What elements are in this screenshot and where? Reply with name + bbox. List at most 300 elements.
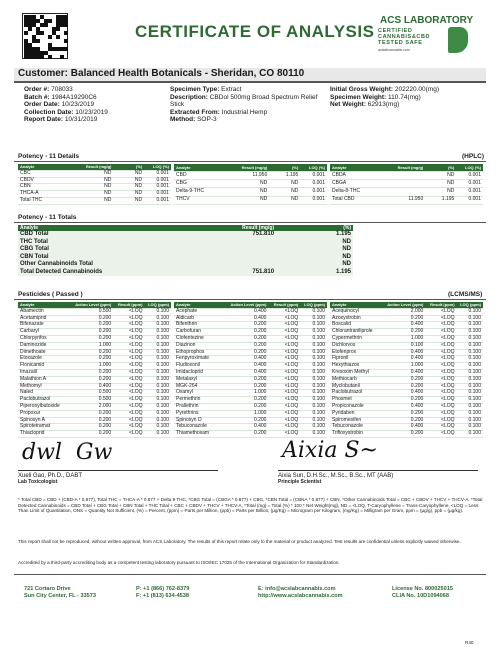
cell-value: <LOQ (425, 424, 456, 431)
cell-value: 0.001 (300, 196, 327, 204)
cell-value: 0.100 (145, 431, 172, 438)
analyte-name: Acephate (174, 308, 228, 315)
cell-value: <LOQ (113, 322, 144, 329)
cell-value: 0.200 (385, 376, 425, 383)
table-row (18, 177, 171, 184)
meta-value: 10/31/2019 (63, 116, 98, 124)
cell-value: <LOQ (425, 356, 456, 363)
column-header: Result (mg/g) (242, 225, 275, 231)
potency-totals-table (18, 225, 353, 276)
cell-value: 0.100 (300, 349, 327, 356)
cell-value: <LOQ (268, 315, 300, 322)
cell-value: ND (425, 172, 456, 180)
cell-value: 0.200 (73, 322, 113, 329)
potency-details-title: Potency - 11 Details (18, 153, 80, 160)
logo-cannabis-cbd: CANNABIS&CBD (378, 34, 431, 40)
column-header: Analyte (174, 164, 233, 172)
cell-value: <LOQ (268, 424, 300, 431)
cell-value: 0.200 (228, 349, 268, 356)
qr-module (64, 31, 68, 35)
pesticides-tables (18, 302, 484, 438)
cell-value: <LOQ (425, 363, 456, 370)
analyte-name: Dimethoate (18, 349, 73, 356)
pesticides-table (18, 302, 171, 438)
analyte-name: Paclobutrazol (330, 390, 385, 397)
cell-value: <LOQ (113, 390, 144, 397)
divider (14, 161, 486, 162)
cell-value: 0.200 (385, 315, 425, 322)
cell-value: 0.200 (73, 376, 113, 383)
qr-code (22, 13, 68, 59)
table-row (330, 431, 483, 438)
cell-value: 0.400 (385, 322, 425, 329)
analyte-name: Imidacloprid (174, 369, 228, 376)
signer-right-name: Aixia Sun, D.H.Sc., M.Sc., B.Sc., MT (AAB) (278, 473, 394, 479)
cell-value: 0.100 (300, 315, 327, 322)
signer-right (278, 473, 393, 485)
address-line-1: 721 Cortaro Drive (24, 586, 71, 592)
cell-value: 0.200 (385, 397, 425, 404)
cell-value: 0.200 (228, 431, 268, 438)
meta-field (24, 109, 154, 117)
cell-value: 0.200 (228, 383, 268, 390)
table-row (330, 188, 483, 196)
cell-value: ND (113, 197, 144, 204)
cell-value: 0.400 (228, 363, 268, 370)
analyte-name: Spirotetramat (18, 424, 73, 431)
meta-value: 708033 (49, 86, 73, 93)
table-row (18, 184, 171, 191)
pesticides-title: Pesticides ( Passed ) (18, 291, 83, 298)
total-name: CBG Total (20, 246, 49, 252)
cell-value: 0.100 (145, 322, 172, 329)
cell-value: 0.100 (457, 356, 483, 363)
meta-label: Specimen Type: (170, 86, 220, 93)
qr-module (48, 19, 52, 23)
table-row (18, 261, 353, 269)
meta-field (170, 86, 320, 94)
analyte-name: Etoxazole (18, 356, 73, 363)
meta-value: 62913(mg) (366, 101, 400, 109)
analyte-name: Propiconazole (330, 403, 385, 410)
cell-value: 0.400 (385, 369, 425, 376)
analyte-name: Chlorantraniliprole (330, 329, 385, 336)
cell-value: 0.200 (228, 329, 268, 336)
column-header: Analyte (330, 164, 389, 172)
total-value: 1.195 (335, 268, 351, 275)
qr-module (64, 47, 68, 51)
signer-left-role: Lab Toxicologist (18, 479, 58, 485)
cell-value: 1.000 (385, 335, 425, 342)
cell-value: 0.001 (456, 188, 483, 196)
cell-value: 0.100 (457, 417, 483, 424)
table-row (18, 197, 171, 204)
cell-value: <LOQ (268, 390, 300, 397)
cell-value: ND (113, 191, 144, 198)
cell-value: 0.200 (73, 349, 113, 356)
analyte-name: Azoxystrobin (330, 315, 385, 322)
qr-module (36, 39, 40, 43)
qr-module (28, 27, 32, 31)
cell-value: 0.001 (144, 197, 171, 204)
total-name: Total Detected Cannabinoids (20, 268, 103, 275)
cell-value (389, 172, 426, 180)
cell-value: 0.200 (385, 383, 425, 390)
meta-label: Method: (170, 116, 196, 124)
column-header: LOQ (%) (144, 164, 171, 170)
meta-field (24, 116, 154, 124)
cell-value: 1.195 (269, 172, 300, 180)
cell-value: 0.200 (385, 417, 425, 424)
meta-value: 10/23/2019 (59, 101, 95, 109)
analyte-name: Kresoxim Methyl (330, 369, 385, 376)
column-header: Result (mg/g) (77, 164, 114, 170)
analyte-name: Methiocarb (330, 376, 385, 383)
cell-value: 0.100 (300, 403, 327, 410)
cell-value: ND (233, 180, 270, 188)
analyte-name: Flonicamid (18, 363, 73, 370)
analyte-name: Imazalil (18, 369, 73, 376)
table-row (174, 383, 327, 390)
column-header: LOQ (ppm) (457, 302, 483, 308)
cell-value: <LOQ (425, 383, 456, 390)
analyte-name: Oxamyl (174, 390, 228, 397)
disclaimer: This report shall not be reproduced, without written approval, from ACS Laboratory. The results of this report relate only to the material or product analyzed. Test results are confidential unless explicitly waived otherwise. (18, 539, 461, 544)
column-header: (%) (113, 164, 144, 170)
cell-value: 0.500 (73, 308, 113, 315)
meta-col-2 (170, 86, 320, 124)
analyte-name: Abamectin (18, 308, 73, 315)
accreditation: Accredited by a third-party accrediting body as a competent testing laboratory pursuant to ISO/IEC 17025 of the International Organization for Standardization. (18, 560, 340, 565)
analyte-name: Spiromesifen (330, 417, 385, 424)
analyte-name: Ethoprophos (174, 349, 228, 356)
cell-value: 0.500 (73, 397, 113, 404)
analyte-name: Methomyl (18, 383, 73, 390)
meta-value: CBDol 500mg Broad Spectrum Relief Stick (170, 93, 318, 109)
cell-value: 0.100 (300, 329, 327, 336)
footer-phones (136, 586, 189, 600)
cell-value: 0.001 (456, 172, 483, 180)
cell-value: 1.000 (385, 363, 425, 370)
cell-value: <LOQ (113, 363, 144, 370)
pesticides-table (330, 302, 483, 438)
meta-col-1 (24, 86, 154, 124)
cell-value: 0.200 (73, 424, 113, 431)
analyte-name: Tebuconazole (330, 424, 385, 431)
analyte-name: Boscalid (330, 322, 385, 329)
analyte-name: Daminozide (18, 342, 73, 349)
analyte-name: Permethrin (174, 397, 228, 404)
cell-value: <LOQ (425, 431, 456, 438)
analyte-name: Propoxur (18, 410, 73, 417)
column-header: LOQ (ppm) (145, 302, 172, 308)
cell-value: 0.400 (385, 349, 425, 356)
cell-value: 0.100 (145, 315, 172, 322)
potency-totals-title: Potency - 11 Totals (18, 214, 77, 221)
analyte-name: CBGA (330, 180, 389, 188)
lab-logo (378, 15, 488, 65)
meta-field (330, 86, 490, 94)
cell-value: <LOQ (425, 397, 456, 404)
cell-value: 0.100 (457, 390, 483, 397)
analyte-name: Pyridaben (330, 410, 385, 417)
table-row (174, 180, 327, 188)
cell-value: <LOQ (268, 431, 300, 438)
cell-value: 0.200 (228, 376, 268, 383)
cell-value: 0.200 (385, 410, 425, 417)
lab-logo-name: ACS LABORATORY (380, 15, 474, 26)
document-title: CERTIFICATE OF ANALYSIS (135, 22, 375, 41)
cell-value: 0.200 (73, 431, 113, 438)
total-name: CBD Total (20, 231, 49, 237)
analyte-name: Delta-9-THC (174, 188, 233, 196)
signer-left (18, 473, 82, 485)
analyte-name: Dichlorvos (330, 342, 385, 349)
table-row (174, 172, 327, 180)
analyte-name: Phosmet (330, 397, 385, 404)
table-row (330, 180, 483, 188)
qr-module (56, 27, 60, 31)
column-header: LOQ (ppm) (300, 302, 327, 308)
cell-value: 0.100 (145, 417, 172, 424)
cell-value: 0.100 (300, 383, 327, 390)
cell-value: 0.200 (73, 335, 113, 342)
column-header: Action Level (ppm) (230, 302, 267, 307)
analyte-name: Piperonylbutoxide (18, 403, 73, 410)
analyte-name: CBG (174, 180, 233, 188)
cell-value: ND (269, 196, 300, 204)
cell-value: <LOQ (425, 349, 456, 356)
cell-value: 0.200 (73, 410, 113, 417)
cell-value: 0.100 (457, 342, 483, 349)
cell-value: ND (77, 191, 114, 198)
column-header: Analyte (174, 302, 228, 308)
meta-value: SOP-3 (195, 116, 217, 124)
column-header: (%) (343, 225, 351, 231)
cell-value: 0.100 (300, 376, 327, 383)
cell-value: <LOQ (268, 383, 300, 390)
cell-value: 0.400 (385, 390, 425, 397)
table-row (330, 196, 483, 204)
analyte-name: CBDA (330, 172, 389, 180)
cell-value: 0.400 (228, 424, 268, 431)
qr-module (48, 35, 52, 39)
cell-value: 0.100 (457, 363, 483, 370)
cell-value: 0.100 (300, 390, 327, 397)
cell-value: <LOQ (113, 403, 144, 410)
revision: R40 (465, 640, 474, 645)
meta-value: 110.74(mg) (386, 93, 421, 101)
table-header-row (330, 164, 483, 172)
cell-value: ND (425, 188, 456, 196)
cell-value: 0.200 (228, 417, 268, 424)
table-header-row (174, 164, 327, 172)
cell-value: <LOQ (268, 308, 300, 315)
column-header: (%) (425, 164, 456, 172)
meta-field (170, 116, 320, 124)
cell-value: 0.001 (144, 184, 171, 191)
cell-value: <LOQ (113, 424, 144, 431)
cell-value: 0.100 (300, 397, 327, 404)
meta-field (170, 109, 320, 117)
table-row (330, 390, 483, 397)
total-value: 751.810 (252, 231, 275, 237)
cell-value (389, 188, 426, 196)
table-row (174, 188, 327, 196)
table-row (174, 431, 327, 438)
column-header: Analyte (18, 164, 77, 170)
cell-value: 0.400 (385, 356, 425, 363)
analyte-name: Cypermethrin (330, 335, 385, 342)
column-header: (%) (269, 164, 300, 172)
qr-module (56, 35, 60, 39)
total-value: 751.810 (252, 268, 275, 275)
analyte-name: Delta-8-THC (330, 188, 389, 196)
cell-value: 0.100 (300, 417, 327, 424)
meta-field (170, 94, 320, 109)
analyte-name: Thiamethoxam (174, 431, 228, 438)
total-name: CBN Total (20, 253, 49, 260)
cell-value: <LOQ (113, 417, 144, 424)
cell-value: 0.100 (300, 322, 327, 329)
qr-module (64, 39, 68, 43)
meta-value: Extract (219, 86, 242, 93)
column-header: Result (mg/g) (233, 164, 270, 172)
meta-value: Industrial Hemp (219, 108, 268, 116)
analyte-name: Thiacloprid (18, 431, 73, 438)
cell-value: 0.400 (228, 356, 268, 363)
table-row (330, 315, 483, 322)
cell-value: <LOQ (268, 322, 300, 329)
table-row (18, 383, 171, 390)
column-header: LOQ (%) (456, 164, 483, 172)
cell-value: 0.100 (300, 356, 327, 363)
qr-module (64, 23, 68, 27)
analyte-name: Clofentezine (174, 335, 228, 342)
analyte-name: Myclobutanil (330, 383, 385, 390)
column-header: Result (ppm) (425, 302, 456, 308)
column-header: Analyte (330, 302, 385, 308)
cell-value: 0.200 (73, 369, 113, 376)
analyte-name: Aldicarb (174, 315, 228, 322)
table-row (18, 254, 353, 262)
potency-details-table (174, 164, 327, 205)
total-value (199, 254, 276, 262)
cell-value: 0.100 (385, 342, 425, 349)
analyte-name: Acetamiprid (18, 315, 73, 322)
table-row (18, 363, 171, 370)
analyte-name: Acequinocyl (330, 308, 385, 315)
footer-licenses (392, 586, 453, 600)
cell-value: 0.400 (73, 383, 113, 390)
analyte-name: CBD (174, 172, 233, 180)
table-row (18, 322, 171, 329)
cell-value: 0.100 (457, 431, 483, 438)
cell-value: <LOQ (268, 410, 300, 417)
meta-value: 1984A19290C6 (49, 93, 97, 101)
analyte-name: CBC (18, 170, 77, 177)
cell-value: 0.200 (385, 329, 425, 336)
cell-value: 0.200 (228, 335, 268, 342)
potency-details-table (330, 164, 483, 205)
phone: P: +1 (866) 762-8379 (136, 586, 190, 592)
cell-value: <LOQ (113, 431, 144, 438)
cell-value: 0.100 (457, 335, 483, 342)
analyte-name: Carbofuran (174, 329, 228, 336)
analyte-name: Naled (18, 390, 73, 397)
meta-value: 202220.00(mg) (393, 86, 439, 93)
cell-value: 0.400 (385, 424, 425, 431)
cell-value: <LOQ (113, 376, 144, 383)
cell-value: ND (77, 177, 114, 184)
cell-value: ND (77, 170, 114, 177)
cell-value: <LOQ (268, 342, 300, 349)
cell-value: 0.100 (145, 369, 172, 376)
cell-value: 0.100 (457, 376, 483, 383)
cell-value: 0.100 (145, 329, 172, 336)
website-link[interactable]: http://www.acslabcannabis.com (258, 593, 343, 599)
cell-value: <LOQ (268, 403, 300, 410)
analyte-name: Chlorpyrifos (18, 335, 73, 342)
table-row (18, 431, 171, 438)
total-value (199, 239, 276, 247)
analyte-name: Spinosyn D (174, 417, 228, 424)
table-row (18, 231, 353, 239)
cell-value: <LOQ (113, 369, 144, 376)
cell-value: <LOQ (425, 369, 456, 376)
analyte-name: Trifloxystrobin (330, 431, 385, 438)
potency-details-tables (18, 164, 484, 205)
column-header: Result (ppm) (268, 302, 300, 308)
analyte-name: CBN (18, 184, 77, 191)
cell-value: ND (113, 170, 144, 177)
cell-value: ND (113, 177, 144, 184)
cell-value: 0.100 (145, 356, 172, 363)
cell-value: <LOQ (268, 329, 300, 336)
cell-value: 0.200 (73, 315, 113, 322)
meta-label: Description: (170, 93, 208, 101)
meta-field (24, 94, 154, 102)
cell-value: <LOQ (268, 397, 300, 404)
analyte-name: Bifenthrin (174, 322, 228, 329)
total-name: THC Total (20, 238, 48, 245)
cell-value: 0.100 (145, 342, 172, 349)
cell-value: 0.100 (457, 397, 483, 404)
potency-details-tag: (HPLC) (462, 153, 485, 160)
table-row (18, 239, 353, 247)
cell-value: <LOQ (113, 335, 144, 342)
analyte-name: Total THC (18, 197, 77, 204)
email-link[interactable]: E: info@acslabcannabis.com (258, 586, 336, 592)
cell-value: 11.950 (233, 172, 270, 180)
table-row (18, 403, 171, 410)
cell-value: 0.200 (228, 403, 268, 410)
cell-value: <LOQ (268, 335, 300, 342)
customer-line: Customer: Balanced Health Botanicals - Sheridan, CO 80110 (18, 68, 305, 79)
logo-url: acslabcannabis.com (378, 48, 410, 52)
cell-value: <LOQ (268, 369, 300, 376)
cell-value: ND (233, 196, 270, 204)
qr-module (48, 55, 52, 59)
cell-value: ND (233, 188, 270, 196)
cell-value: 0.200 (228, 322, 268, 329)
column-header: Action Level (ppm) (387, 302, 424, 307)
analyte-name: CBDV (18, 177, 77, 184)
analyte-name: Fenpyroximate (174, 356, 228, 363)
signature-left: dwl Gw (22, 440, 113, 465)
qr-module (44, 23, 48, 27)
signature-line-right (278, 470, 478, 471)
